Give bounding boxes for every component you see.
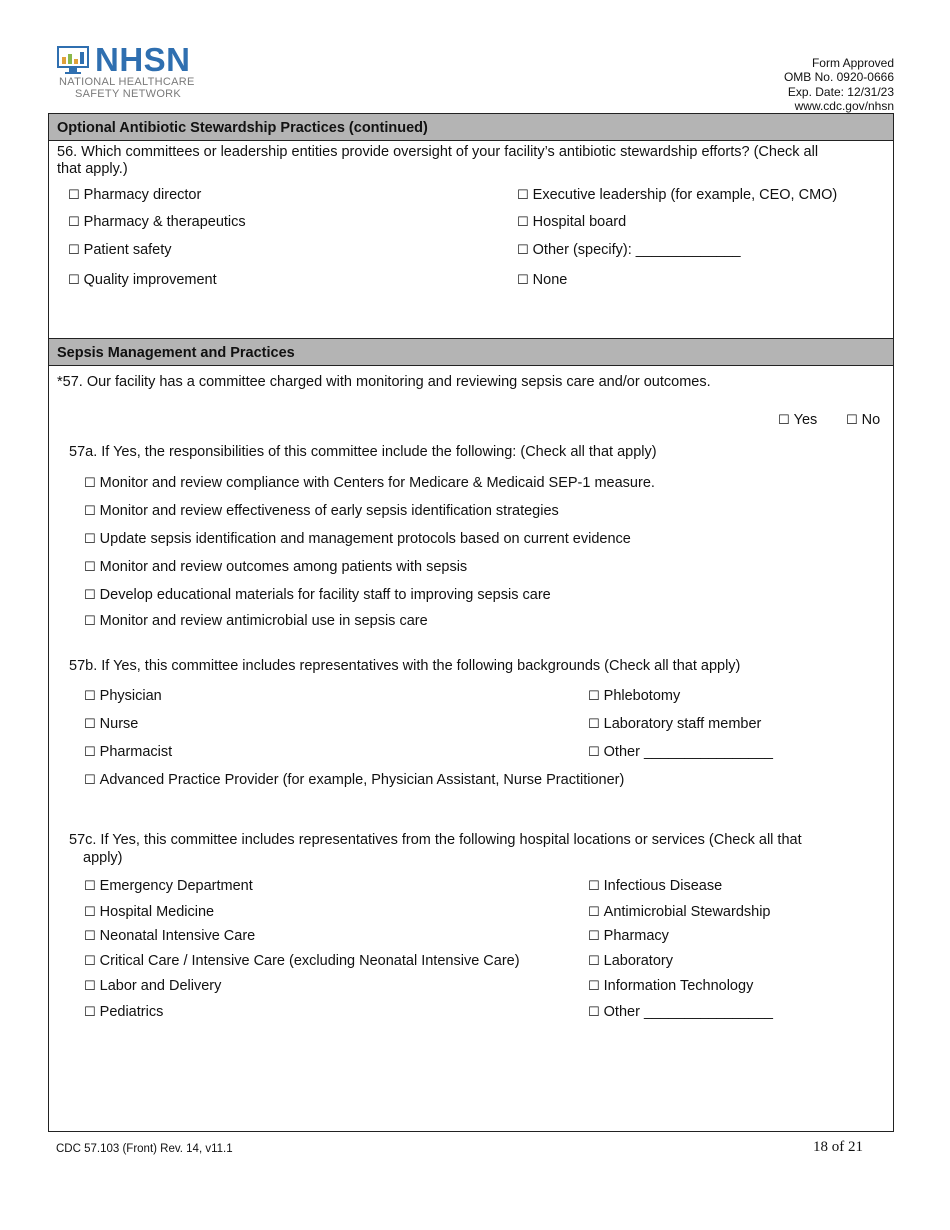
page-number: 18 of 21 xyxy=(813,1139,863,1155)
checkbox-option[interactable]: ☐ Other ________________ xyxy=(588,744,773,760)
checkbox-option[interactable]: ☐ Antimicrobial Stewardship xyxy=(588,904,771,920)
checkbox-option[interactable]: ☐ Hospital board xyxy=(517,214,627,230)
expiration-date: Exp. Date: 12/31/23 xyxy=(787,85,894,99)
checkbox-option[interactable]: ☐ Laboratory xyxy=(588,953,673,969)
checkbox-option[interactable]: ☐ None xyxy=(517,272,568,288)
brand-subtitle-1: NATIONAL HEALTHCARE xyxy=(59,76,195,88)
checkbox-option[interactable]: ☐ Monitor and review effectiveness of early sepsis identification strategies xyxy=(84,503,559,519)
website: www.cdc.gov/nhsn xyxy=(794,99,894,113)
checkbox-option[interactable]: ☐ Other ________________ xyxy=(588,1004,773,1020)
checkbox-option[interactable]: ☐ Physician xyxy=(84,688,162,704)
checkbox-option[interactable]: ☐ Pharmacy & therapeutics xyxy=(68,214,246,230)
checkbox-option[interactable]: ☐ Other (specify): _____________ xyxy=(517,242,741,258)
checkbox-option[interactable]: ☐ Phlebotomy xyxy=(588,688,681,704)
question-57b: 57b. If Yes, this committee includes representatives with the following backgrounds (Check all that apply) xyxy=(69,658,741,674)
question-57c-line2: apply) xyxy=(83,850,123,866)
checkbox-option[interactable]: ☐ Pharmacy director xyxy=(68,187,202,203)
checkbox-option[interactable]: ☐ Monitor and review compliance with Centers for Medicare & Medicaid SEP-1 measure. xyxy=(84,475,655,491)
checkbox-option[interactable]: ☐ Pharmacist xyxy=(84,744,173,760)
section-header-sepsis xyxy=(49,338,893,366)
checkbox-option[interactable]: ☐ Neonatal Intensive Care xyxy=(84,928,256,944)
checkbox-option[interactable]: ☐ Emergency Department xyxy=(84,878,253,894)
checkbox-option[interactable]: ☐ Patient safety xyxy=(68,242,172,258)
checkbox-option[interactable]: ☐ Monitor and review antimicrobial use in sepsis care xyxy=(84,613,428,629)
checkbox-option[interactable]: ☐ Pharmacy xyxy=(588,928,669,944)
question-56-line2: that apply.) xyxy=(57,161,128,177)
checkbox-option[interactable]: ☐ Advanced Practice Provider (for example, Physician Assistant, Nurse Practitioner) xyxy=(84,772,625,788)
checkbox-option[interactable]: ☐ Monitor and review outcomes among patients with sepsis xyxy=(84,559,468,575)
omb-number: OMB No. 0920-0666 xyxy=(783,70,894,84)
section-title: Sepsis Management and Practices xyxy=(57,345,295,361)
brand-subtitle-2: SAFETY NETWORK xyxy=(75,88,182,100)
form-approved: Form Approved xyxy=(811,56,894,70)
checkbox-option[interactable]: ☐ Develop educational materials for facility staff to improving sepsis care xyxy=(84,587,551,603)
question-56-line1: 56. Which committees or leadership entities provide oversight of your facility’s antibiotic stewardship efforts? (Check all xyxy=(57,144,819,160)
checkbox-option[interactable]: ☐ Nurse xyxy=(84,716,139,732)
no-checkbox[interactable]: ☐ No xyxy=(846,412,881,428)
checkbox-option[interactable]: ☐ Critical Care / Intensive Care (excluding Neonatal Intensive Care) xyxy=(84,953,520,969)
checkbox-option[interactable]: ☐ Hospital Medicine xyxy=(84,904,215,920)
section-title: Optional Antibiotic Stewardship Practices (continued) xyxy=(57,120,428,136)
question-57c-line1: 57c. If Yes, this committee includes representatives from the following hospital locations or services (Check all that xyxy=(69,832,802,848)
yes-checkbox[interactable]: ☐ Yes xyxy=(778,412,818,428)
nhsn-logo xyxy=(57,41,217,100)
checkbox-option[interactable]: ☐ Laboratory staff member xyxy=(588,716,762,732)
form-id: CDC 57.103 (Front) Rev. 14, v11.1 xyxy=(56,1143,233,1155)
checkbox-option[interactable]: ☐ Quality improvement xyxy=(68,272,217,288)
checkbox-option[interactable]: ☐ Update sepsis identification and management protocols based on current evidence xyxy=(84,531,631,547)
checkbox-option[interactable]: ☐ Executive leadership (for example, CEO, CMO) xyxy=(517,187,838,203)
question-57: *57. Our facility has a committee charged with monitoring and reviewing sepsis care and/or outcomes. xyxy=(57,374,711,390)
section-header-stewardship xyxy=(49,113,893,141)
checkbox-option[interactable]: ☐ Labor and Delivery xyxy=(84,978,222,994)
checkbox-option[interactable]: ☐ Information Technology xyxy=(588,978,754,994)
checkbox-option[interactable]: ☐ Pediatrics xyxy=(84,1004,164,1020)
brand-name: NHSN xyxy=(95,41,191,78)
question-57a: 57a. If Yes, the responsibilities of this committee include the following: (Check all that apply) xyxy=(69,444,657,460)
monitor-chart-icon xyxy=(57,46,91,76)
checkbox-option[interactable]: ☐ Infectious Disease xyxy=(588,878,723,894)
